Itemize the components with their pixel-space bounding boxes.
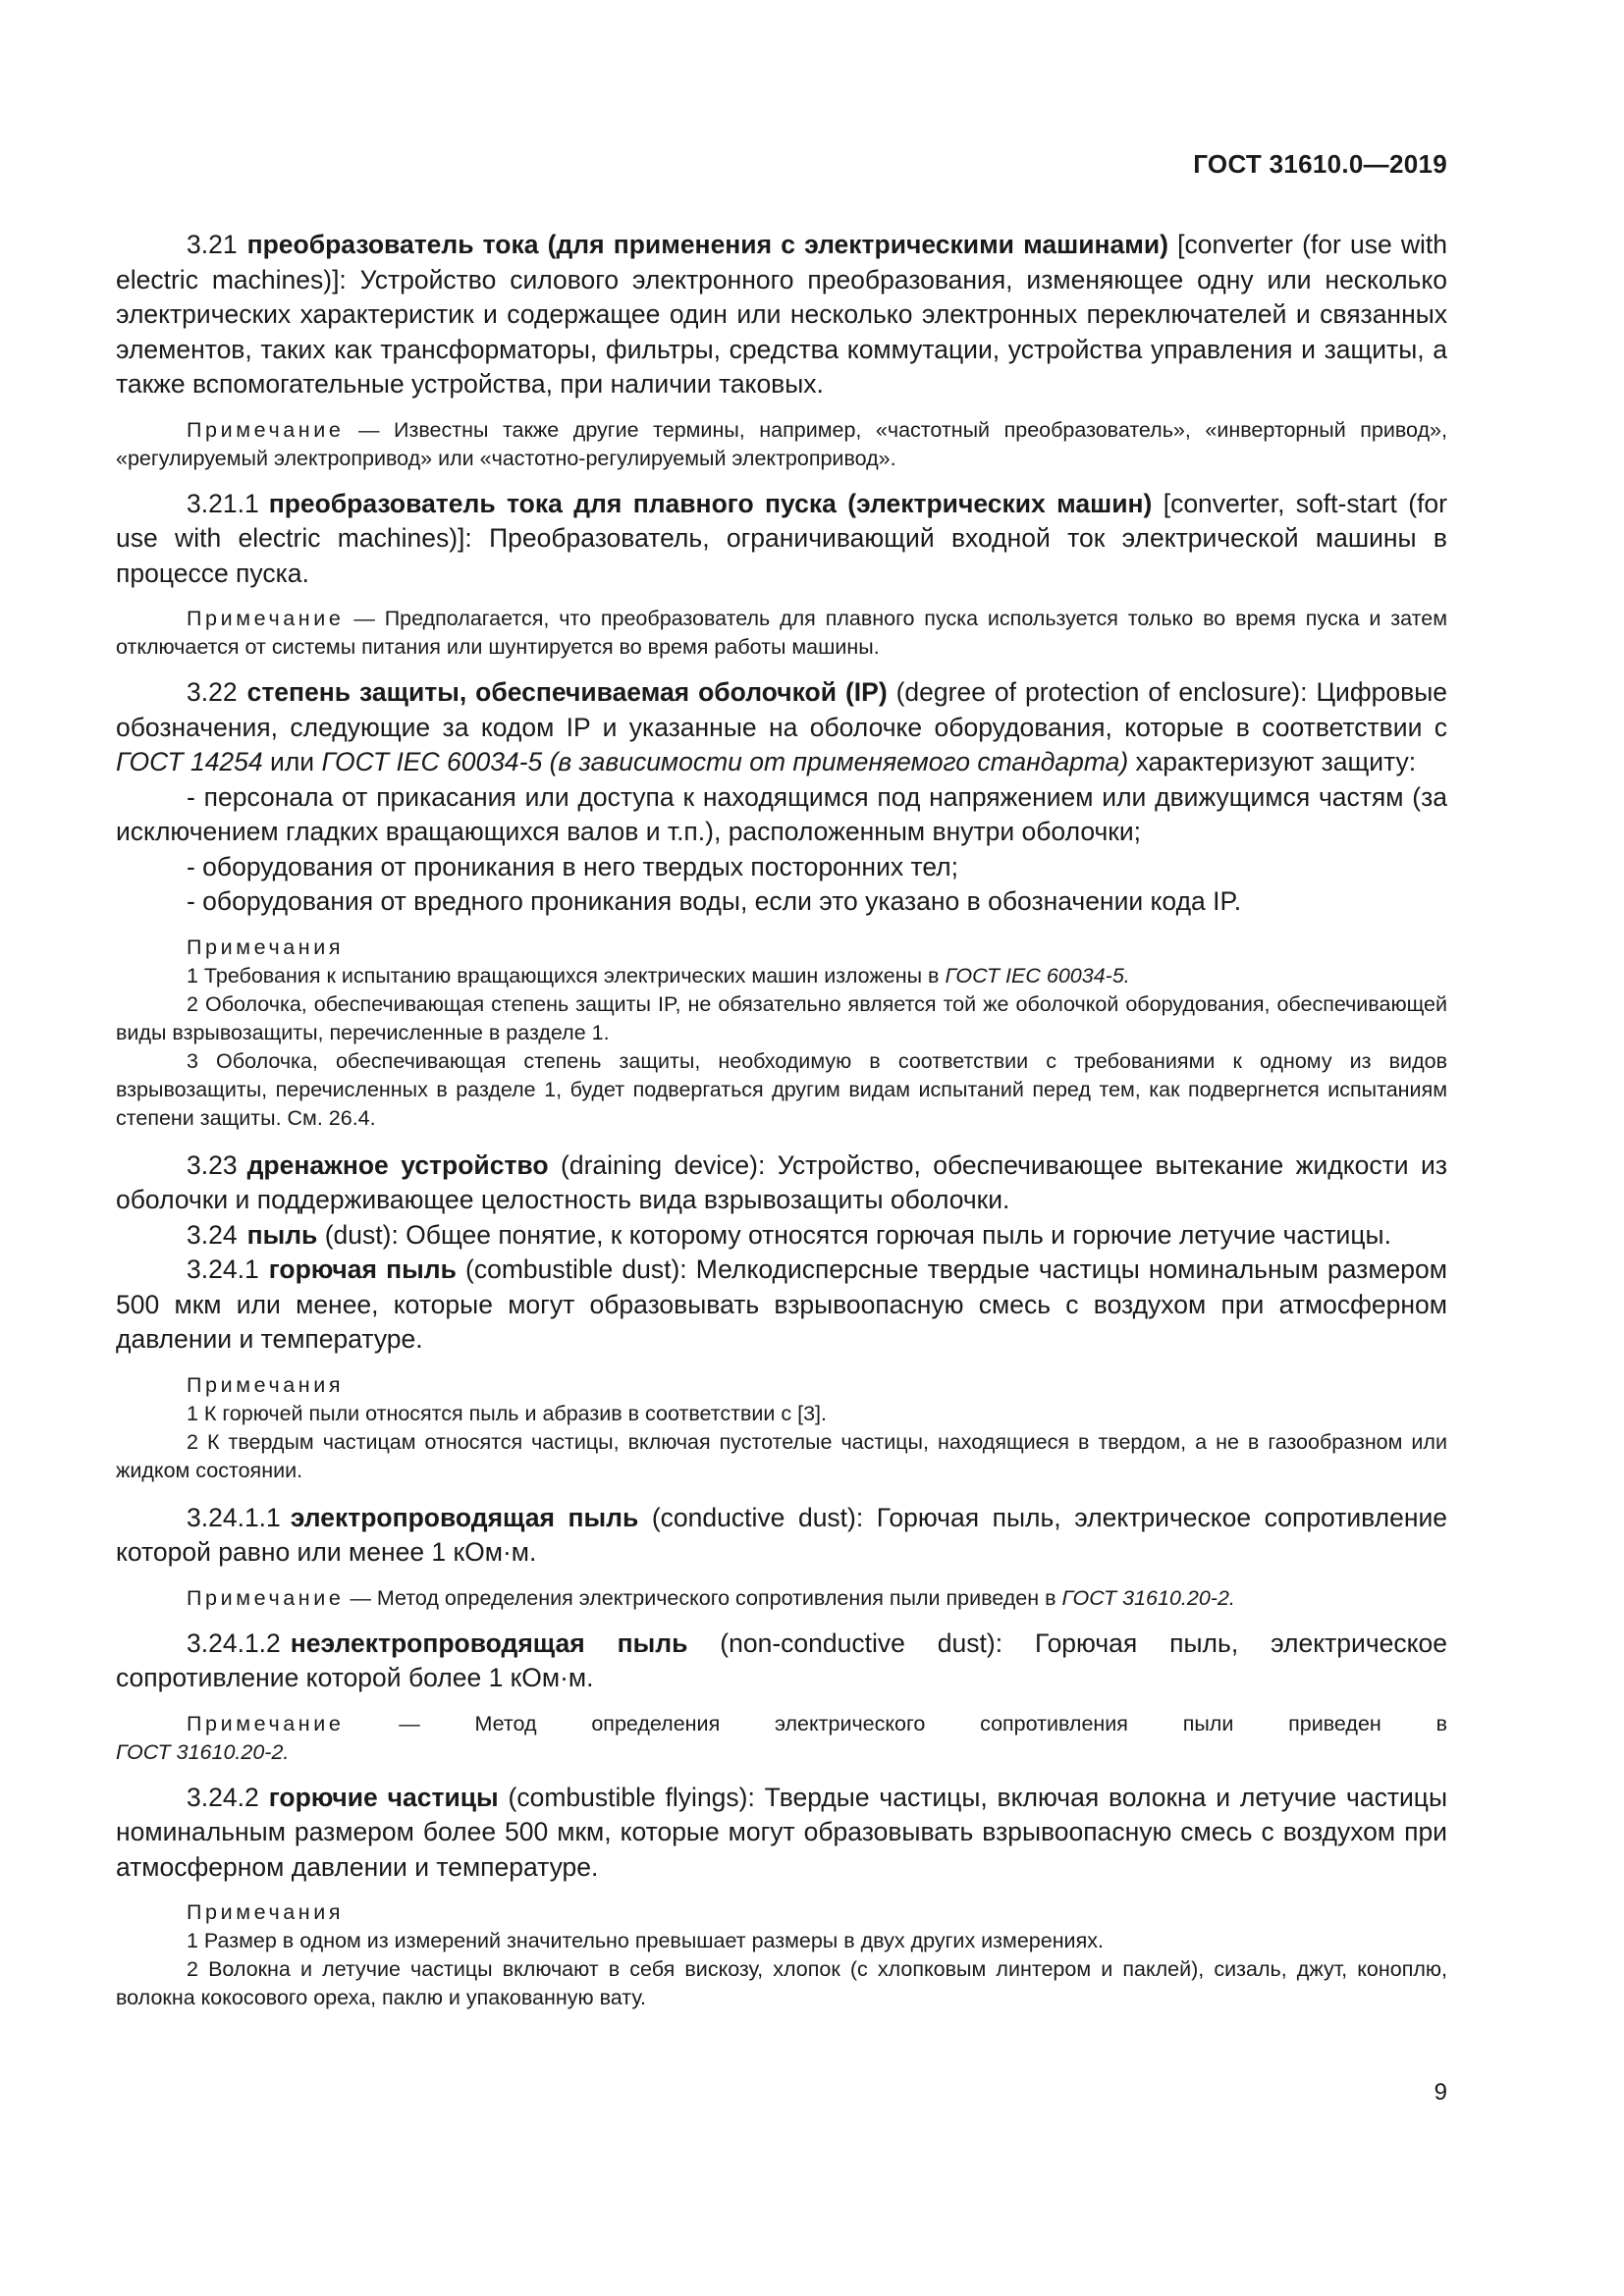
term-title: пыль — [246, 1219, 318, 1250]
term-definition-tail: характеризуют защиту: — [1135, 747, 1417, 776]
note-item: 3 Оболочка, обеспечивающая степень защиты, необходимую в соответствии с требованиями к одному из видов взрывозащиты, перечисленных в разделе 1, будет подвергаться другим видам испытаний перед тем, как подвергнется испытаниям степени защиты. См. 26.4. — [116, 1048, 1447, 1130]
note-item: 2 К твердым частицам относятся частицы, включая пустотелые частицы, находящиеся в твердом, а не в газообразном или жидком состоянии. — [116, 1429, 1447, 1482]
note-item: 1 Требования к испытанию вращающихся электрических машин изложены в ГОСТ IEC 60034-5. — [187, 963, 1130, 988]
term-title: горючие частицы — [268, 1782, 499, 1812]
standard-reference: ГОСТ IEC 60034-5. — [945, 963, 1130, 988]
note-label: Примечание — [187, 607, 345, 630]
note-item: 1 Размер в одном из измерений значительно превышает размеры в двух других измерениях. — [187, 1929, 1104, 1952]
note-text: — Метод определения электрического сопротивления пыли приведен в — [350, 1585, 1056, 1610]
note-text: — Предполагается, что преобразователь для плавного пуска используется только во время пуска и затем отключается от системы питания или шунтируется во время работы машины. — [116, 607, 1447, 659]
term-title: электропроводящая пыль — [290, 1502, 639, 1532]
note-item: 2 Волокна и летучие частицы включают в себя вискозу, хлопок (с хлопковым линтером и паклей), сизаль, джут, коноплю, волокна кокосового ореха, паклю и упакованную вату. — [116, 1957, 1447, 2009]
term-number: 3.21.1 — [187, 488, 259, 518]
note-3-24-1-2 — [116, 1710, 1447, 1738]
term-3-22 — [116, 675, 1447, 780]
list-item: - персонала от прикасания или доступа к находящимся под напряжением или движущимся частям (за исключением гладких вращающихся валов и т.п.), расположенным внутри оболочки; — [116, 781, 1447, 846]
term-definition: (dust): Общее понятие, к которому относятся горючая пыль и горючие летучие частицы. — [324, 1219, 1391, 1250]
note-item: 1 К горючей пыли относятся пыль и абразив в соответствии с [3]. — [187, 1401, 827, 1425]
note-text: — Метод определения электрического сопротивления пыли приведен в — [399, 1711, 1447, 1735]
document-page — [116, 0, 1447, 2296]
term-definition: (draining device): Устройство, обеспечивающее вытекание жидкости из оболочки и поддерживающее целостность вида взрывозащиты оболочки. — [116, 1149, 1447, 1214]
term-definition: (non-conductive dust): Горючая пыль, электрическое сопротивление которой более 1 кОм·м. — [116, 1628, 1447, 1692]
page-number: 9 — [1434, 2079, 1447, 2106]
term-3-24-1-1 — [116, 1501, 1447, 1571]
note-text: — Известны также другие термины, например, «частотный преобразователь», «инверторный привод», «регулируемый электропривод» или «частотно-регулируемый электропривод». — [116, 417, 1447, 470]
term-definition: (combustible dust): Мелкодисперсные твердые частицы номинальным размером 500 мкм или менее, которые могут образовывать взрывоопасную смесь с воздухом при атмосферном давлении и температуре. — [116, 1255, 1447, 1354]
notes-heading: Примечания — [187, 1900, 345, 1924]
term-definition: [converter, soft-start (for use with electric machines)]: Преобразователь, ограничивающий входной ток электрической машины в процессе пуска. — [116, 488, 1447, 588]
notes-3-24-2 — [116, 1898, 1447, 2012]
term-title: преобразователь тока для плавного пуска (электрических машин) — [268, 488, 1153, 518]
term-number: 3.21 — [187, 230, 238, 259]
term-number: 3.24.1.2 — [187, 1628, 281, 1658]
note-3-24-1-1 — [116, 1584, 1447, 1613]
term-number: 3.24.2 — [187, 1782, 259, 1812]
term-number: 3.24.1 — [187, 1255, 259, 1284]
standard-reference: ГОСТ 31610.20-2. — [116, 1739, 290, 1764]
term-3-24-1 — [116, 1253, 1447, 1358]
notes-3-22 — [116, 934, 1447, 1133]
note-3-21-1 — [116, 605, 1447, 662]
term-definition: [converter (for use with electric machines)]: Устройство силового электронного преобразования, изменяющее одну или несколько электрических характеристик и содержащее один или несколько электронных переключателей и связанных элементов, таких как трансформаторы, фильтры, средства коммутации, устройства управления и защиты, а также вспомогательные устройства, при наличии таковых. — [116, 230, 1447, 399]
term-number: 3.22 — [187, 677, 238, 707]
term-title: горючая пыль — [268, 1255, 457, 1284]
list-item: - оборудования от вредного проникания воды, если это указано в обозначении кода IP. — [187, 886, 1242, 916]
term-title: дренажное устройство — [246, 1149, 549, 1180]
document-body — [116, 228, 1447, 2028]
term-number: 3.24.1.1 — [187, 1502, 281, 1532]
term-definition-connector: или — [270, 747, 315, 776]
term-3-24 — [116, 1218, 1447, 1254]
term-3-24-2 — [116, 1781, 1447, 1886]
term-definition: (combustible flyings): Твердые частицы, включая волокна и летучие частицы номинальным размером более 500 мкм, которые могут образовывать взрывоопасную смесь с воздухом при атмосферном давлении и температуре. — [116, 1782, 1447, 1882]
term-title: неэлектропроводящая пыль — [290, 1628, 688, 1658]
term-definition: (degree of protection of enclosure): Цифровые обозначения, следующие за кодом IP и указанные на оболочке оборудования, которые в соответствии с — [116, 677, 1447, 742]
note-label: Примечание — [187, 1585, 345, 1610]
term-definition: (conductive dust): Горючая пыль, электрическое сопротивление которой равно или менее 1 кОм·м. — [116, 1502, 1448, 1567]
note-3-24-1-2-ref — [116, 1738, 1447, 1767]
notes-heading: Примечания — [187, 1372, 345, 1397]
term-3-24-1-2 — [116, 1627, 1447, 1696]
standard-reference: ГОСТ 31610.20-2. — [1061, 1585, 1235, 1610]
notes-heading: Примечания — [187, 934, 345, 959]
note-3-21 — [116, 416, 1447, 473]
list-item: - оборудования от проникания в него твердых посторонних тел; — [187, 851, 959, 881]
term-number: 3.23 — [187, 1149, 238, 1180]
term-number: 3.24 — [187, 1219, 238, 1250]
standard-reference: ГОСТ 14254 — [116, 747, 263, 776]
note-label: Примечание — [187, 417, 345, 442]
note-label: Примечание — [187, 1711, 345, 1735]
note-item: 2 Оболочка, обеспечивающая степень защиты IP, не обязательно является той же оболочкой оборудования, обеспечивающей виды взрывозащиты, перечисленные в разделе 1. — [116, 991, 1447, 1044]
term-title: преобразователь тока (для применения с электрическими машинами) — [246, 230, 1168, 259]
notes-3-24-1 — [116, 1371, 1447, 1485]
standard-reference: ГОСТ IEC 60034-5 (в зависимости от применяемого стандарта) — [321, 747, 1129, 776]
term-3-23 — [116, 1148, 1447, 1218]
term-3-21-1 — [116, 487, 1447, 592]
term-3-21 — [116, 228, 1447, 402]
document-code: ГОСТ 31610.0—2019 — [1193, 149, 1447, 179]
term-title: степень защиты, обеспечиваемая оболочкой (IP) — [246, 677, 888, 707]
